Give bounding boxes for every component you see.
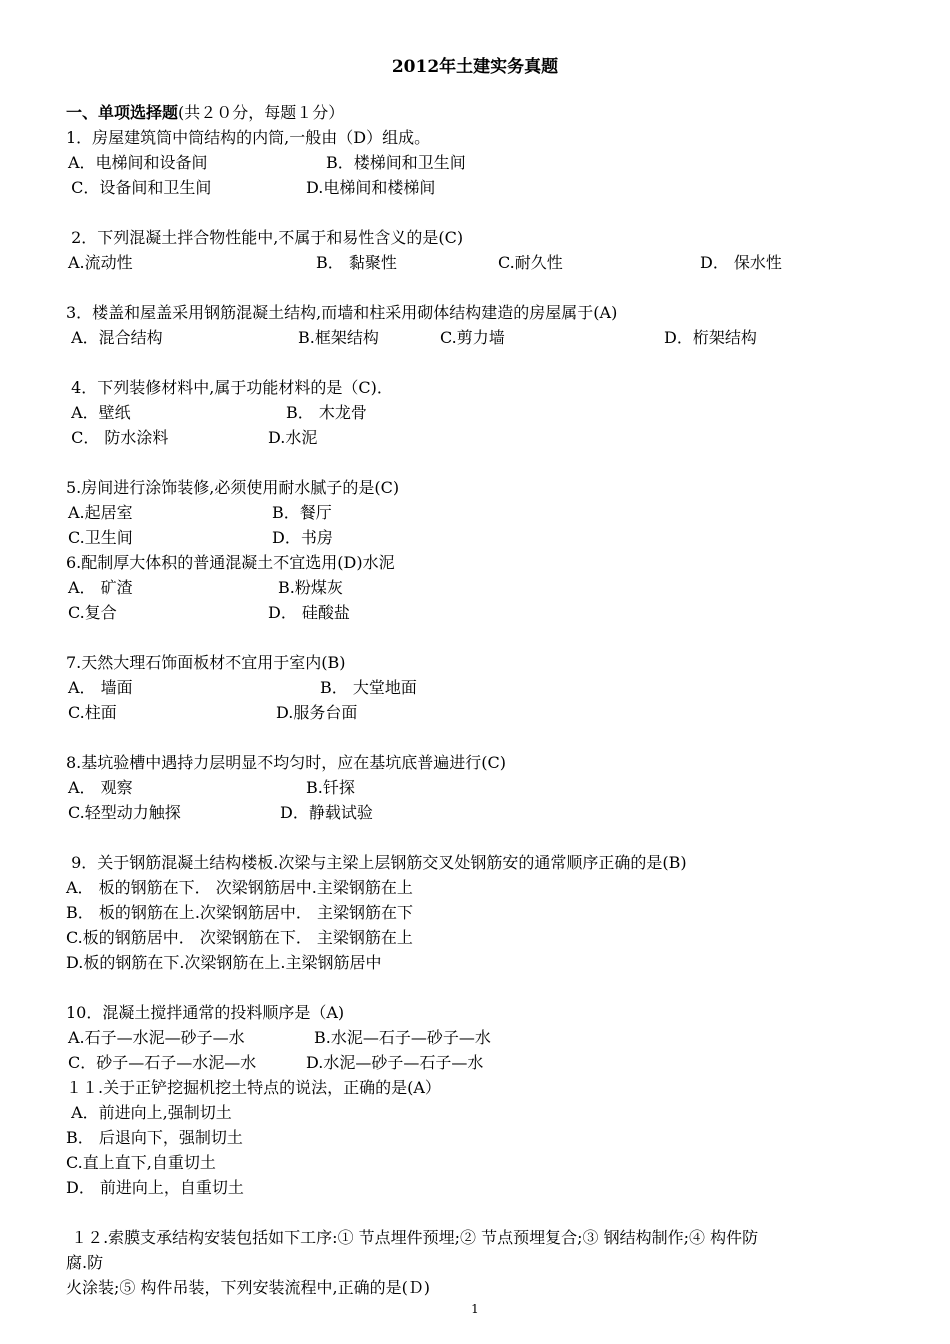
option-d: D.电梯间和楼梯间: [306, 178, 436, 197]
option-a: A． 矿渣: [68, 578, 133, 597]
section-heading: [66, 100, 906, 125]
question-stem: 4．下列装修材料中,属于功能材料的是（C)．: [66, 378, 393, 397]
question-stem: 9．关于钢筋混凝土结构楼板.次梁与主梁上层钢筋交叉处钢筋安的通常顺序正确的是(B): [66, 853, 687, 872]
question-stem: １１.关于正铲挖掘机挖土特点的说法，正确的是(A）: [66, 1078, 441, 1097]
option-d: D． 硅酸盐: [268, 603, 350, 622]
option-a: A． 墙面: [68, 678, 133, 697]
document-body: [66, 100, 906, 1300]
options-row: [66, 1050, 906, 1075]
option-a: A． 板的钢筋在下． 次梁钢筋居中.主梁钢筋在上: [66, 878, 413, 897]
question-6: [66, 550, 906, 625]
option-b: B． 木龙骨: [286, 403, 367, 422]
options-row: [66, 575, 906, 600]
section-heading-label: 一、单项选择题: [66, 103, 179, 122]
question-1: [66, 125, 906, 200]
options-row: [66, 525, 906, 550]
page-number: 1: [471, 1302, 479, 1316]
option-c: C.耐久性: [498, 253, 563, 272]
question-stem: 2．下列混凝土拌合物性能中,不属于和易性含义的是(C): [66, 228, 464, 247]
option-a: A.流动性: [68, 253, 133, 272]
option-b: B．餐厅: [272, 503, 332, 522]
question-stem: 7.天然大理石饰面板材不宜用于室内(B): [66, 653, 346, 672]
option-a: A．壁纸: [66, 403, 131, 422]
question-7: [66, 650, 906, 725]
option-b: B． 大堂地面: [320, 678, 417, 697]
option-a: A．前进向上,强制切土: [66, 1103, 232, 1122]
question-3: [66, 300, 906, 350]
option-c: C． 防水涂料: [66, 428, 169, 447]
options-row: [66, 800, 906, 825]
option-b: B．楼梯间和卫生间: [326, 153, 466, 172]
option-d: D.水泥—砂子—石子—水: [306, 1053, 484, 1072]
option-d: D．书房: [272, 528, 333, 547]
question-4: [66, 375, 906, 450]
option-c: C.板的钢筋居中． 次梁钢筋在下． 主梁钢筋在上: [66, 928, 413, 947]
option-c: C.卫生间: [68, 528, 133, 547]
question-5: [66, 475, 906, 550]
option-d: D.板的钢筋在下.次梁钢筋在上.主梁钢筋居中: [66, 953, 382, 972]
option-b: B． 板的钢筋在上.次梁钢筋居中． 主梁钢筋在下: [66, 903, 414, 922]
option-c: C．设备间和卫生间: [66, 178, 212, 197]
question-8: [66, 750, 906, 825]
question-stem: 3．楼盖和屋盖采用钢筋混凝土结构,而墙和柱采用砌体结构建造的房屋属于(A): [66, 303, 618, 322]
options-row: [66, 150, 906, 175]
option-a: A.起居室: [68, 503, 133, 522]
option-a: A．电梯间和设备间: [68, 153, 208, 172]
question-12: [66, 1225, 906, 1300]
option-b: B.框架结构: [298, 328, 379, 347]
question-stem-line-2: 腐.防: [66, 1253, 104, 1272]
option-b: B． 后退向下，强制切土: [66, 1128, 243, 1147]
option-a: A．混合结构: [66, 328, 163, 347]
options-row: [66, 250, 906, 275]
option-c: C.直上直下,自重切土: [66, 1153, 216, 1172]
question-stem: 6.配制厚大体积的普通混凝土不宜选用(D)水泥: [66, 553, 395, 572]
options-row: [66, 175, 906, 200]
option-b: B.粉煤灰: [278, 578, 343, 597]
question-2: [66, 225, 906, 275]
option-c: C.柱面: [68, 703, 117, 722]
options-row: [66, 600, 906, 625]
option-c: C．砂子—石子—水泥—水: [68, 1053, 257, 1072]
option-b: B.水泥—石子—砂子—水: [314, 1028, 491, 1047]
option-c: C.复合: [68, 603, 117, 622]
options-row: [66, 675, 906, 700]
question-9: [66, 850, 906, 975]
question-stem: 8.基坑验槽中遇持力层明显不均匀时，应在基坑底普遍进行(C): [66, 753, 506, 772]
question-stem: 10．混凝土搅拌通常的投料顺序是（A): [66, 1003, 345, 1022]
section-heading-note: (共２０分，每题１分）: [178, 103, 345, 122]
question-stem: 1．房屋建筑筒中筒结构的内筒,一般由（D）组成。: [66, 128, 431, 147]
options-row: [66, 500, 906, 525]
options-row: [66, 425, 906, 450]
option-a: A． 观察: [68, 778, 133, 797]
question-stem-line-3: 火涂装;⑤ 构件吊装，下列安装流程中,正确的是(Ｄ): [66, 1278, 431, 1297]
question-stem-line-1: １２.索膜支承结构安装包括如下工序:① 节点埋件预埋;② 节点预埋复合;③ 钢结构制作;④ 构件防: [66, 1228, 759, 1247]
option-b: B.钎探: [306, 778, 355, 797]
options-row: [66, 400, 906, 425]
option-d: D．静载试验: [280, 803, 373, 822]
option-a: A.石子—水泥—砂子—水: [68, 1028, 245, 1047]
option-d: D.服务台面: [276, 703, 358, 722]
option-d: D.水泥: [268, 428, 318, 447]
document-title: 2012年土建实务真题: [391, 57, 559, 77]
options-row: [66, 325, 906, 350]
options-row: [66, 775, 906, 800]
option-c: C.剪力墙: [440, 328, 505, 347]
question-10: [66, 1000, 906, 1075]
options-row: [66, 700, 906, 725]
question-11: [66, 1075, 906, 1200]
option-c: C.轻型动力触探: [68, 803, 181, 822]
question-stem: 5.房间进行涂饰装修,必须使用耐水腻子的是(C): [66, 478, 400, 497]
options-row: [66, 1025, 906, 1050]
option-d: D． 保水性: [700, 253, 782, 272]
option-d: D． 前进向上，自重切土: [66, 1178, 244, 1197]
option-b: B． 黏聚性: [316, 253, 397, 272]
option-d: D．桁架结构: [664, 328, 757, 347]
